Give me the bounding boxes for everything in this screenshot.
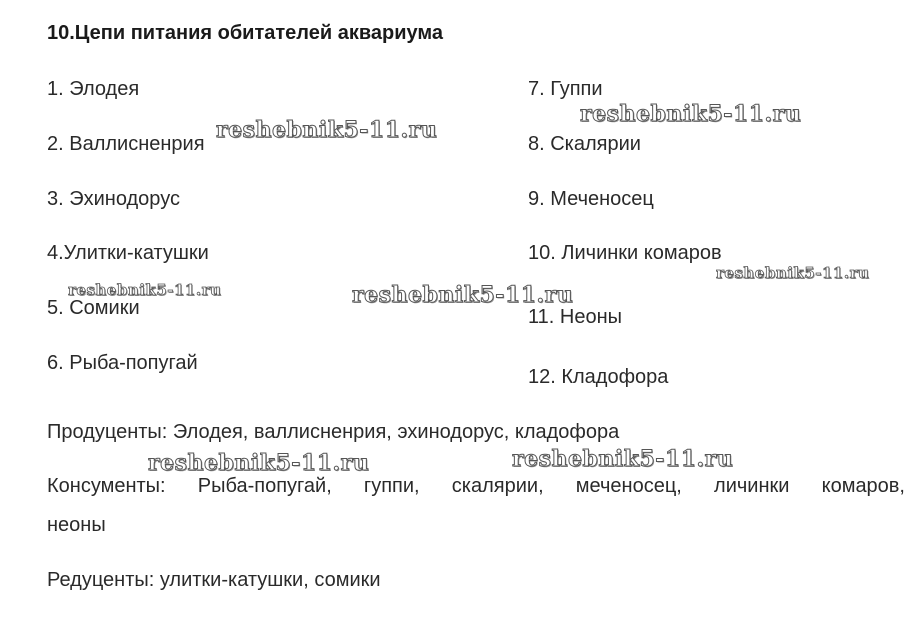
list-item-12: 12. Кладофора — [528, 366, 669, 388]
watermark: reshebnik5-11.ru — [68, 281, 222, 299]
list-item-7: 7. Гуппи — [528, 78, 603, 100]
watermark: reshebnik5-11.ru — [716, 264, 870, 282]
watermark: reshebnik5-11.ru — [148, 450, 370, 476]
list-item-1: 1. Элодея — [47, 78, 140, 100]
consumers-text-line2: неоны — [47, 514, 106, 536]
producers-text: Продуценты: Элодея, валлисненрия, эхинодорус, кладофора — [47, 421, 620, 443]
list-item-4: 4.Улитки-катушки — [47, 242, 209, 264]
consumers-text-line1: Консументы: Рыба-попугай, гуппи, скалярии, меченосец, личинки комаров, — [47, 475, 905, 497]
list-item-2: 2. Валлисненрия — [47, 133, 205, 155]
watermark: reshebnik5-11.ru — [352, 282, 574, 308]
list-item-8: 8. Скалярии — [528, 133, 641, 155]
list-item-3: 3. Эхинодорус — [47, 188, 180, 210]
watermark: reshebnik5-11.ru — [512, 446, 734, 472]
page-title: 10.Цепи питания обитателей аквариума — [47, 22, 444, 44]
reducers-text: Редуценты: улитки-катушки, сомики — [47, 569, 381, 591]
list-item-11: 11. Неоны — [528, 306, 622, 328]
watermark: reshebnik5-11.ru — [216, 117, 438, 143]
list-item-5: 5. Сомики — [47, 297, 140, 319]
list-item-9: 9. Меченосец — [528, 188, 654, 210]
watermark: reshebnik5-11.ru — [580, 101, 802, 127]
list-item-6: 6. Рыба-попугай — [47, 352, 198, 374]
list-item-10: 10. Личинки комаров — [528, 242, 722, 264]
